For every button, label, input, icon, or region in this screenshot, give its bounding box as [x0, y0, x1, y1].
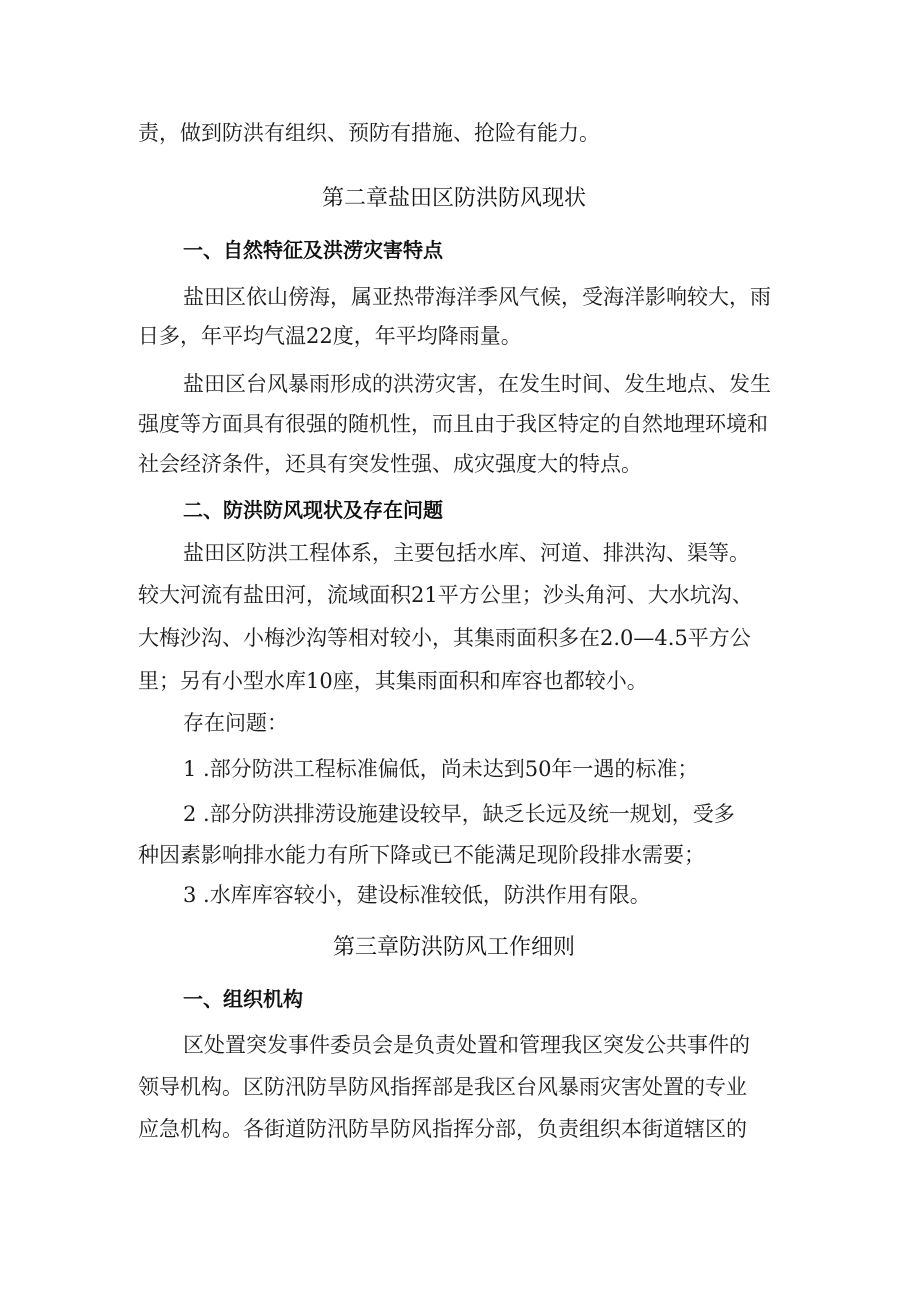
paragraph-line: 较大河流有盐田河，流域面积21平方公里；沙头角河、大水坑沟、 — [138, 583, 753, 607]
paragraph-line: 应急机构。各街道防汛防旱防风指挥分部，负责组织本街道辖区的 — [138, 1117, 747, 1141]
paragraph-line: 日多，年平均气温22度，年平均降雨量。 — [138, 324, 522, 348]
list-item: 2 .部分防洪排涝设施建设较早，缺乏长远及统一规划，受多 — [183, 802, 735, 826]
list-item: 3 .水库库容较小，建设标准较低，防洪作用有限。 — [183, 883, 651, 907]
paragraph-line: 存在问题： — [183, 711, 288, 735]
section-heading: 一、组织机构 — [183, 987, 303, 1011]
section-heading: 二、防洪防风现状及存在问题 — [183, 498, 443, 522]
paragraph-line: 区处置突发事件委员会是负责处置和管理我区突发公共事件的 — [183, 1033, 750, 1057]
paragraph-line: 里；另有小型水库10座，其集雨面积和库容也都较小。 — [138, 669, 648, 693]
paragraph-line: 盐田区台风暴雨形成的洪涝灾害，在发生时间、发生地点、发生 — [183, 372, 771, 396]
list-item: 1 .部分防洪工程标准偏低，尚未达到50年一遇的标准； — [183, 757, 699, 781]
paragraph-line: 种因素影响排水能力有所下降或已不能满足现阶段排水需要； — [138, 843, 705, 867]
chapter-title: 第三章防洪防风工作细则 — [333, 935, 576, 960]
paragraph-line: 责，做到防洪有组织、预防有措施、抢险有能力。 — [138, 121, 600, 145]
paragraph-line: 社会经济条件，还具有突发性强、成灾强度大的特点。 — [138, 452, 642, 476]
section-heading: 一、自然特征及洪涝灾害特点 — [183, 238, 443, 262]
chapter-title: 第二章盐田区防洪防风现状 — [322, 186, 587, 211]
paragraph-line: 领导机构。区防汛防旱防风指挥部是我区台风暴雨灾害处置的专业 — [138, 1075, 747, 1099]
paragraph-line: 大梅沙沟、小梅沙沟等相对较小，其集雨面积多在2.0—4.5平方公 — [138, 626, 751, 650]
paragraph-line: 盐田区依山傍海，属亚热带海洋季风气候，受海洋影响较大，雨 — [183, 285, 771, 309]
paragraph-line: 强度等方面具有很强的随机性，而且由于我区特定的自然地理环境和 — [138, 412, 768, 436]
paragraph-line: 盐田区防洪工程体系，主要包括水库、河道、排洪沟、渠等。 — [183, 541, 750, 565]
